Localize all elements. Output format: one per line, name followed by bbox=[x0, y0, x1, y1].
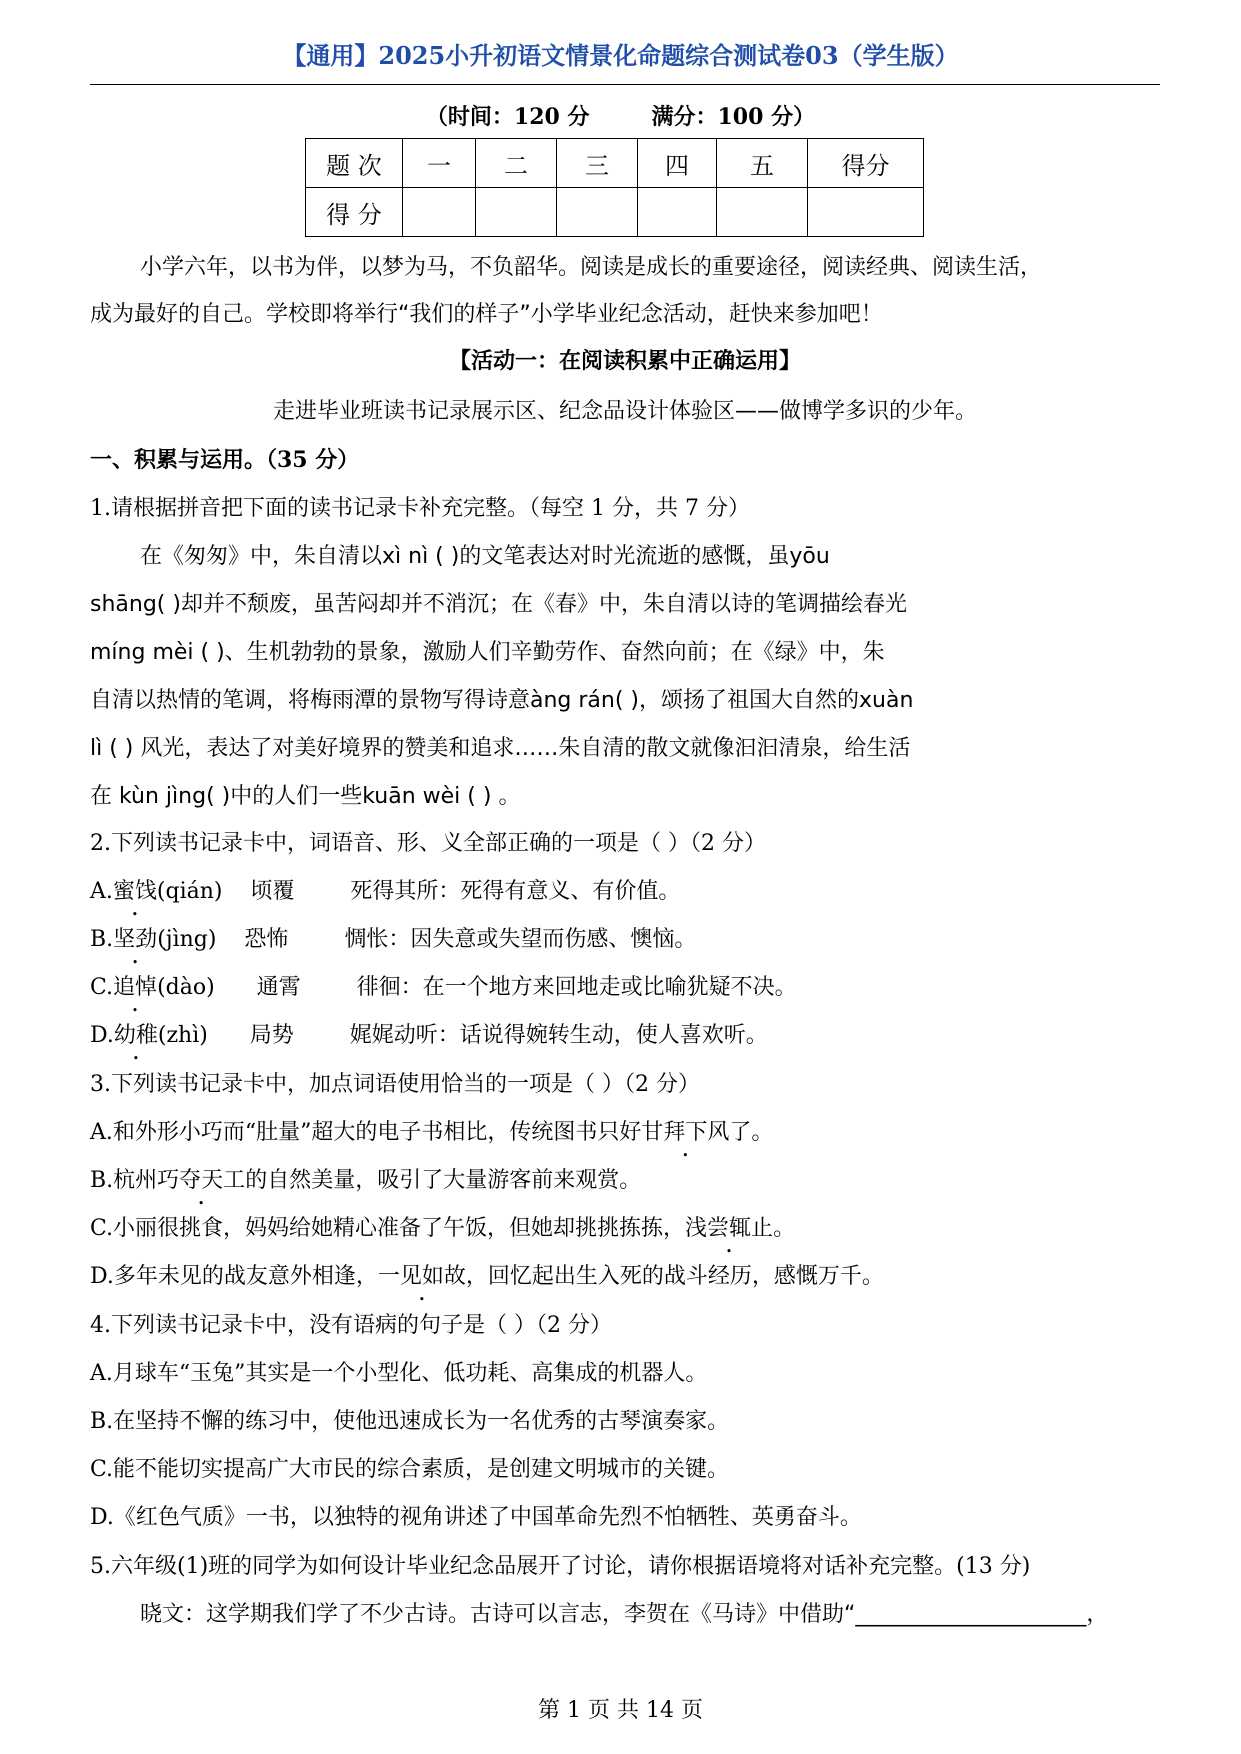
dotted-word: 坚劲 bbox=[113, 927, 158, 952]
q2-option bbox=[90, 970, 1160, 1001]
q2-option bbox=[90, 874, 1160, 905]
dotted-word: 蜜饯 bbox=[112, 879, 157, 904]
option-text: B.杭州 bbox=[90, 1168, 158, 1193]
q1-text-line: 自清以热情的笔调，将梅雨潭的景物写得诗意àng rán( )，颂扬了祖国大自然的xuàn bbox=[90, 688, 914, 713]
q3-option bbox=[90, 1115, 1160, 1146]
option-label: B. bbox=[90, 927, 114, 952]
q2-option bbox=[90, 922, 1160, 953]
section-title: 一、积累与运用。（35 分） bbox=[90, 447, 360, 473]
score-table-header-cell: 得分 bbox=[808, 139, 924, 188]
score-table-header-row bbox=[306, 139, 924, 188]
option-text: ，回忆起出生入死的战斗经历，感慨万千。 bbox=[465, 1264, 884, 1289]
score-table-header-cell: 五 bbox=[717, 139, 808, 188]
q2-option bbox=[90, 1018, 1160, 1049]
score-table-header-cell: 四 bbox=[638, 139, 717, 188]
question-stem: 1.请根据拼音把下面的读书记录卡补充完整。（每空 1 分，共 7 分） bbox=[90, 496, 750, 521]
header-divider bbox=[90, 84, 1160, 85]
option-text: A.和外形小巧而“肚量”超大的电子书相比，传统图书只好 bbox=[90, 1120, 642, 1145]
option-text: D.多年未见的战友意外相逢， bbox=[90, 1264, 378, 1289]
q4-option: D.《红色气质》一书，以独特的视角讲述了中国革命先烈不怕牺牲、英勇奋斗。 bbox=[90, 1505, 862, 1530]
option-label: A. bbox=[90, 879, 113, 904]
exam-info bbox=[0, 100, 1241, 131]
q1-text-line: míng mèi ( )、生机勃勃的景象，激励人们辛勤劳作、奋然向前；在《绿》中，朱 bbox=[90, 640, 885, 665]
score-cell[interactable] bbox=[557, 188, 638, 237]
activity-subtitle: 走进毕业班读书记录展示区、纪念品设计体验区——做博学多识的少年。 bbox=[272, 399, 977, 424]
option-text: 的自然美量，吸引了大量游客前来观赏。 bbox=[245, 1168, 642, 1193]
intro-line: 成为最好的自己。学校即将举行“我们的样子”小学毕业纪念活动，赶快来参加吧！ bbox=[90, 302, 883, 327]
option-text: (jìng) 恐怖 惆怅：因失意或失望而伤感、懊恼。 bbox=[157, 927, 697, 952]
page-header-title: 【通用】2025小升初语文情景化命题综合测试卷03（学生版） bbox=[282, 41, 959, 70]
option-text: (qián) 顷覆 死得其所：死得有意义、有价值。 bbox=[156, 879, 681, 904]
dotted-word: 幼稚 bbox=[113, 1023, 158, 1048]
score-cell[interactable] bbox=[808, 188, 924, 237]
q3-option bbox=[90, 1211, 1160, 1242]
q1-text-line: 在《匆匆》中，朱自清以xì nì ( )的文笔表达对时光流逝的感慨，虽yōu bbox=[140, 544, 830, 569]
q5-dialogue-line: 晓文：这学期我们学了不少古诗。古诗可以言志，李贺在《马诗》中借助“_____________________， bbox=[140, 1602, 1109, 1627]
option-text: (zhì) 局势 娓娓动听：话说得婉转生动，使人喜欢听。 bbox=[157, 1023, 768, 1048]
dotted-word: 巧夺天工 bbox=[157, 1168, 246, 1193]
q4-option: C.能不能切实提高广大市民的综合素质，是创建文明城市的关键。 bbox=[90, 1457, 730, 1482]
dotted-word: 一见如故 bbox=[377, 1264, 466, 1289]
exam-time: （时间：120 分 bbox=[425, 104, 590, 130]
dotted-word: 甘拜下风 bbox=[641, 1120, 730, 1145]
exam-full-score: 满分：100 分） bbox=[651, 104, 816, 130]
score-table-header-cell: 二 bbox=[476, 139, 557, 188]
score-table bbox=[305, 138, 924, 237]
q1-text-line: shāng( )却并不颓废，虽苦闷却并不消沉；在《春》中，朱自清以诗的笔调描绘春光 bbox=[90, 592, 907, 617]
dotted-word: 追悼 bbox=[113, 975, 158, 1000]
score-table-header-cell: 一 bbox=[403, 139, 476, 188]
score-cell[interactable] bbox=[476, 188, 557, 237]
q3-option bbox=[90, 1163, 1160, 1194]
score-table-score-row bbox=[306, 188, 924, 237]
question-stem: 3.下列读书记录卡中，加点词语使用恰当的一项是（ ）（2 分） bbox=[90, 1072, 700, 1097]
score-cell[interactable] bbox=[403, 188, 476, 237]
option-text: (dào) 通霄 徘徊：在一个地方来回地走或比喻犹疑不决。 bbox=[157, 975, 797, 1000]
q4-option: A.月球车“玉兔”其实是一个小型化、低功耗、高集成的机器人。 bbox=[90, 1361, 708, 1386]
score-table-header-cell: 题 次 bbox=[306, 139, 403, 188]
question-stem: 2.下列读书记录卡中，词语音、形、义全部正确的一项是（ ）（2 分） bbox=[90, 831, 766, 856]
score-cell[interactable] bbox=[717, 188, 808, 237]
q4-option: B.在坚持不懈的练习中，使他迅速成长为一名优秀的古琴演奏家。 bbox=[90, 1409, 730, 1434]
option-label: D. bbox=[90, 1023, 114, 1048]
score-table-header-cell: 三 bbox=[557, 139, 638, 188]
page-footer: 第 1 页 共 14 页 bbox=[538, 1698, 703, 1723]
score-cell[interactable] bbox=[638, 188, 717, 237]
q1-text-line: lì ( ) 风光，表达了对美好境界的赞美和追求……朱自清的散文就像汩汩清泉，给生活 bbox=[90, 736, 911, 761]
option-label: C. bbox=[90, 975, 114, 1000]
option-text: 。 bbox=[773, 1216, 796, 1241]
question-stem: 5.六年级(1)班的同学为如何设计毕业纪念品展开了讨论，请你根据语境将对话补充完整。(13 分) bbox=[90, 1554, 1031, 1579]
q1-text-line: 在 kùn jìng( )中的人们一些kuān wèi ( ) 。 bbox=[90, 784, 521, 809]
dotted-word: 浅尝辄止 bbox=[685, 1216, 774, 1241]
option-text: 了。 bbox=[729, 1120, 774, 1145]
intro-line: 小学六年，以书为伴，以梦为马，不负韶华。阅读是成长的重要途径，阅读经典、阅读生活， bbox=[140, 255, 1043, 280]
q3-option bbox=[90, 1259, 1160, 1290]
question-stem: 4.下列读书记录卡中，没有语病的句子是（ ）（2 分） bbox=[90, 1313, 612, 1338]
option-text: C.小丽很挑食，妈妈给她精心准备了午饭，但她却挑挑拣拣， bbox=[90, 1216, 686, 1241]
score-table-row-label: 得 分 bbox=[306, 188, 403, 237]
activity-title: 【活动一：在阅读积累中正确运用】 bbox=[448, 348, 801, 374]
